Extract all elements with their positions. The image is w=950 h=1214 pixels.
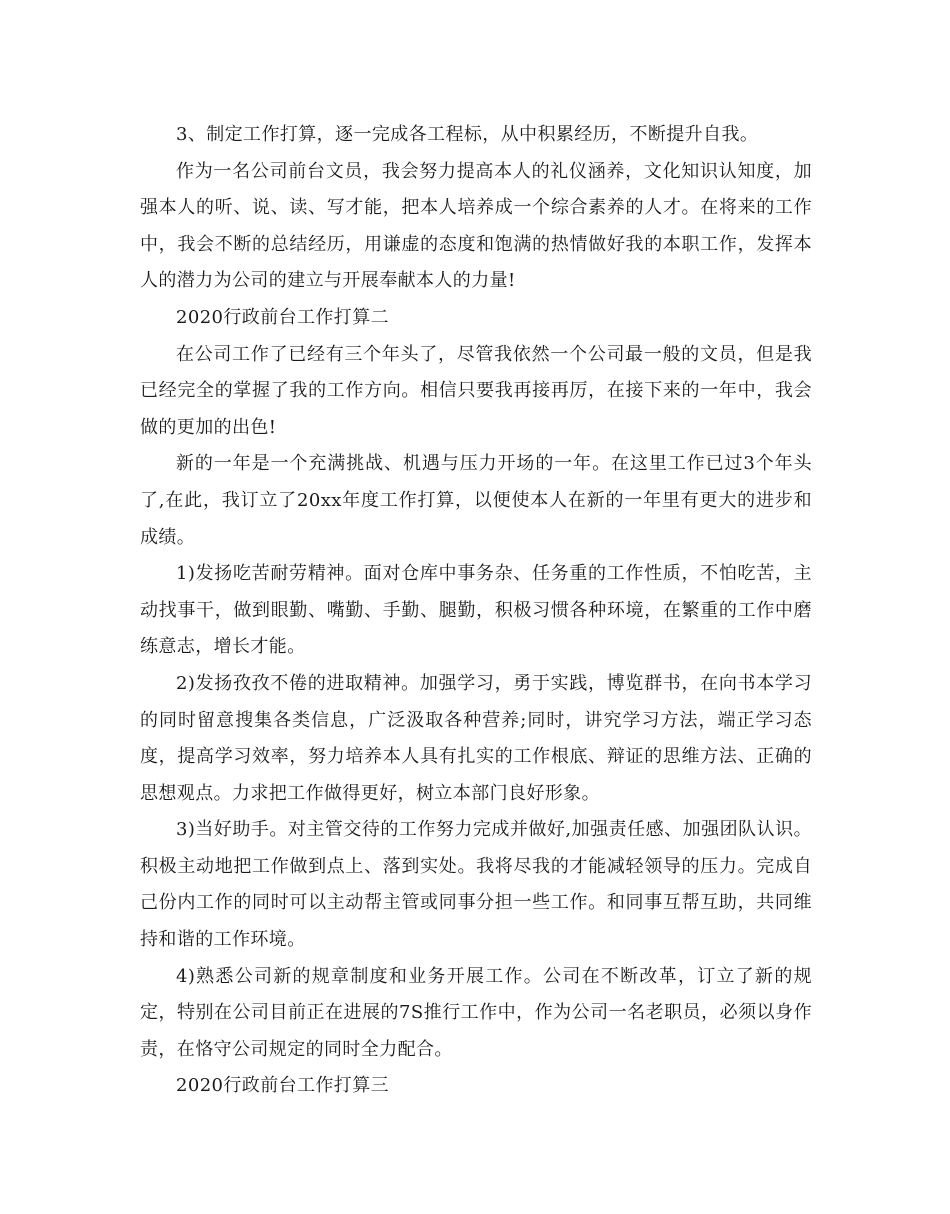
section-heading-plan-3: 2020行政前台工作打算三 (176, 1075, 390, 1097)
list-item-1: 1)发扬吃苦耐劳精神。面对仓库中事务杂、任务重的工作性质，不怕吃苦，主动找事干，做到眼勤、嘴勤、手勤、腿勤，积极习惯各种环境，在繁重的工作中磨练意志，增长才能。 (140, 563, 812, 658)
list-item-3: 3)当好助手。对主管交待的工作努力完成并做好,加强责任感、加强团队认识。积极主动地把工作做到点上、落到实处。我将尽我的才能减轻领导的压力。完成自己份内工作的同时可以主动帮主管或同事分担一些工作。和同事互帮互助，共同维持和谐的工作环境。 (140, 819, 812, 951)
list-item-2: 2)发扬孜孜不倦的进取精神。加强学习，勇于实践，博览群书，在向书本学习的同时留意搜集各类信息，广泛汲取各种营养;同时，讲究学习方法，端正学习态度，提高学习效率，努力培养本人具有扎实的工作根底、辩证的思维方法、正确的思想观点。力求把工作做得更好，树立本部门良好形象。 (140, 672, 812, 804)
paragraph-new-year: 新的一年是一个充满挑战、机遇与压力开场的一年。在这里工作已过3个年头了,在此，我订立了20xx年度工作打算，以便使本人在新的一年里有更大的进步和成绩。 (140, 453, 812, 548)
document-body (140, 117, 812, 1105)
list-item-4: 4)熟悉公司新的规章制度和业务开展工作。公司在不断改革，订立了新的规定，特别在公司目前正在进展的7S推行工作中，作为公司一名老职员，必须以身作责，在恪守公司规定的同时全力配合。 (140, 965, 812, 1060)
paragraph-goal-3: 3、制定工作打算，逐一完成各工程标，从中积累经历，不断提升自我。 (176, 124, 759, 145)
paragraph-commitment: 作为一名公司前台文员，我会努力提高本人的礼仪涵养，文化知识认知度，加强本人的听、说、读、写才能，把本人培养成一个综合素养的人才。在将来的工作中，我会不断的总结经历，用谦虚的态度和饱满的热情做好我的本职工作，发挥本人的潜力为公司的建立与开展奉献本人的力量! (140, 160, 812, 292)
paragraph-intro: 在公司工作了已经有三个年头了，尽管我依然一个公司最一般的文员，但是我已经完全的掌握了我的工作方向。相信只要我再接再厉，在接下来的一年中，我会做的更加的出色! (140, 343, 812, 438)
section-heading-plan-2: 2020行政前台工作打算二 (176, 306, 390, 328)
